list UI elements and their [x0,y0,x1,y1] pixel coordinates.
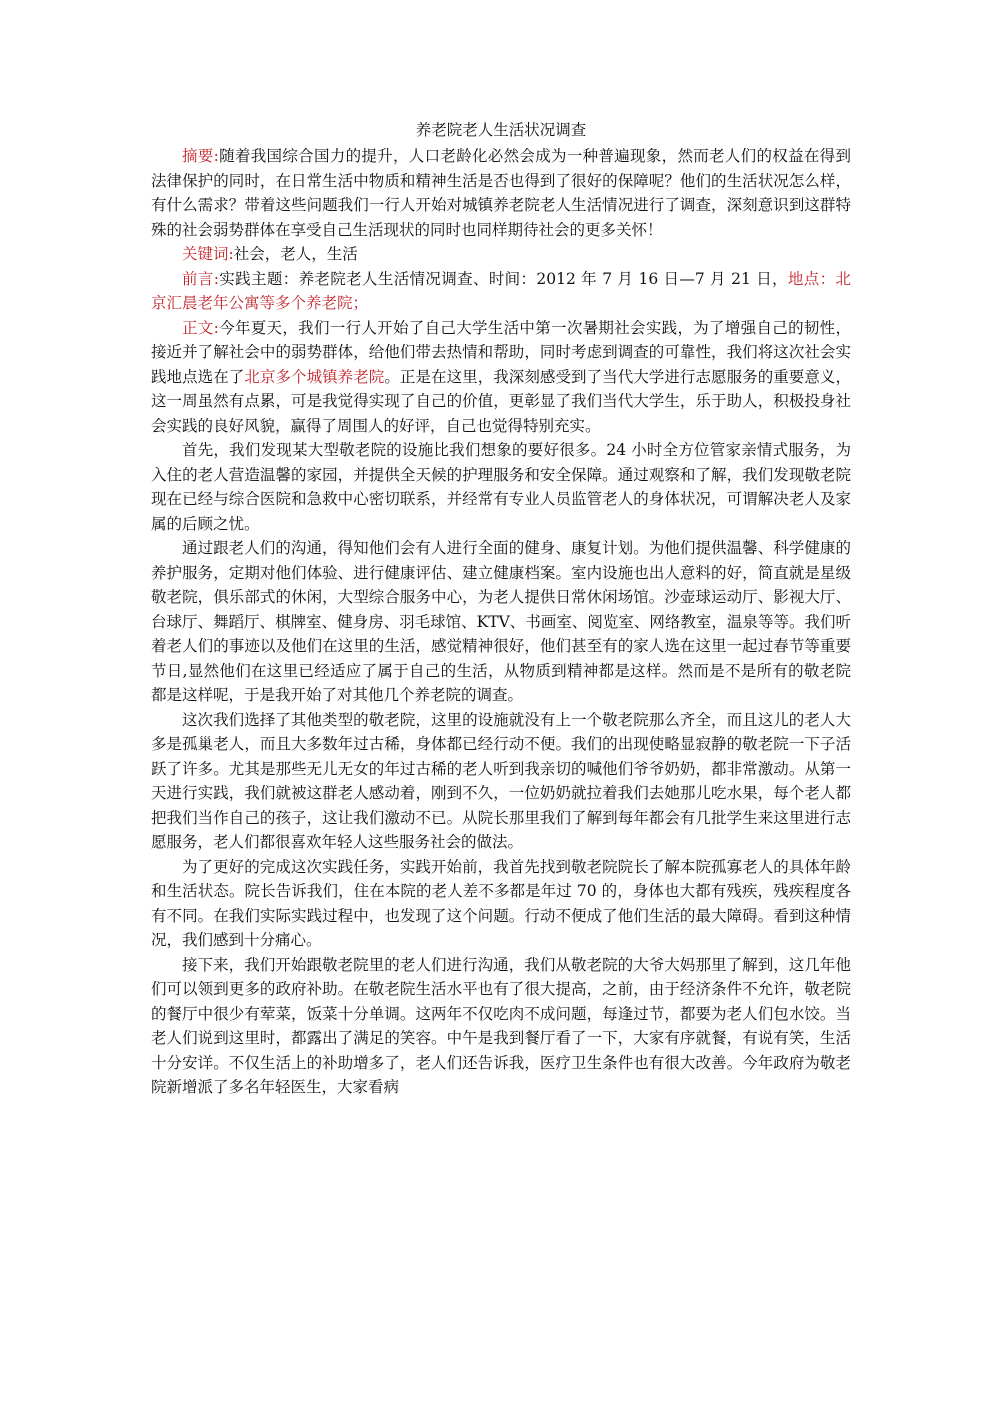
document-title: 养老院老人生活状况调查 [415,121,587,139]
abstract-text: 随着我国综合国力的提升，人口老龄化必然会成为一种普遍现象，然而老人们的权益在得到法律保护的同时，在日常生活中物质和精神生活是否也得到了很好的保障呢？他们的生活状况怎么样，有什么需求？带着这些问题我们一行人开始对城镇养老院老人生活情况进行了调查，深刻意识到这群特殊的社会弱势群体在享受自己生活现状的同时也同样期待社会的更多关怀！ [151,147,851,239]
abstract-label: 摘要: [182,147,219,165]
body-text-2: 。正是在这里，我深刻感受到了当代大学进行志愿服务的重要意义，这一周虽然有点累，可是我觉得实现了自己的价值，更彰显了我们当代大学生，乐于助人，积极投身社会实践的良好风貌，赢得了周围人的好评，自己也觉得特别充实。 [151,367,851,435]
body-paragraph: 接下来，我们开始跟敬老院里的老人们进行沟通，我们从敬老院的大爷大妈那里了解到，这几年他们可以领到更多的政府补助。在敬老院生活水平也有了很大提高，之前，由于经济条件不允许，敬老院的餐厅中很少有荤菜，饭菜十分单调。这两年不仅吃肉不成问题，每逢过节，都要为老人们包水饺。当老人们说到这里时，都露出了满足的笑容。中午是我到餐厅看了一下，大家有序就餐，有说有笑，生活十分安详。不仅生活上的补助增多了，老人们还告诉我，医疗卫生条件也有很大改善。今年政府为敬老院新增派了多名年轻医生，大家看病 [151,955,851,1096]
keywords-paragraph [151,242,851,267]
body-paragraph: 首先，我们发现某大型敬老院的设施比我们想象的要好很多。24 小时全方位管家亲情式服务，为入住的老人营造温馨的家园，并提供全天候的护理服务和安全保障。通过观察和了解，我们发现敬老院现在已经与综合医院和急救中心密切联系，并经常有专业人员监管老人的身体状况，可谓解决老人及家属的后顾之忧。 [151,441,851,533]
body-intro-paragraph [151,316,851,439]
body-text-1: 今年夏天，我们一行人开始了自己大学生活中第一次暑期社会实践，为了增强自己的韧性，接近并了解社会中的弱势群体，给他们带去热情和帮助，同时考虑到调查的可靠性，我们将这次社会实践地点选在了 [151,318,851,386]
document-page [151,118,851,1100]
preface-paragraph [151,267,851,316]
body-paragraph: 这次我们选择了其他类型的敬老院，这里的设施就没有上一个敬老院那么齐全，而且这儿的老人大多是孤巢老人，而且大多数年过古稀，身体都已经行动不便。我们的出现使略显寂静的敬老院一下子活跃了许多。尤其是那些无儿无女的年过古稀的老人听到我亲切的喊他们爷爷奶奶，都非常激动。从第一天进行实践，我们就被这群老人感动着，刚到不久，一位奶奶就拉着我们去她那儿吃水果，每个老人都把我们当作自己的孩子，这让我们激动不已。从院长那里我们了解到每年都会有几批学生来这里进行志愿服务，老人们都很喜欢年轻人这些服务社会的做法。 [151,710,851,851]
preface-label: 前言: [182,269,219,288]
body-paragraph: 通过跟老人们的沟通，得知他们会有人进行全面的健身、康复计划。为他们提供温馨、科学健康的养护服务，定期对他们体验、进行健康评估、建立健康档案。室内设施也出人意料的好，简直就是星级敬老院，俱乐部式的休闲，大型综合服务中心，为老人提供日常休闲场馆。沙壶球运动厅、影视大厅、台球厅、舞蹈厅、棋牌室、健身房、羽毛球馆、KTV、书画室、阅览室、网络教室，温泉等等。我们听着老人们的事迹以及他们在这里的生活，感觉精神很好，他们甚至有的家人选在这里一起过春节等重要节日,显然他们在这里已经适应了属于自己的生活，从物质到精神都是这样。然而是不是所有的敬老院都是这样呢，于是我开始了对其他几个养老院的调查。 [151,539,851,704]
body-paragraph: 为了更好的完成这次实践任务，实践开始前，我首先找到敬老院院长了解本院孤寡老人的具体年龄和生活状态。院长告诉我们，住在本院的老人差不多都是年过 70 的，身体也大都有残疾，残疾程度各有不同。在我们实际实践过程中，也发现了这个问题。行动不便成了他们生活的最大障碍。看到这种情况，我们感到十分痛心。 [151,857,851,949]
abstract-paragraph [151,144,851,242]
preface-location: 地点：北京汇晨老年公寓等多个养老院； [151,269,851,312]
keywords-label: 关键词: [182,245,234,263]
preface-text: 实践主题：养老院老人生活情况调查、时间：2012 年 7 月 16 日—7 月 21 日， [218,269,788,288]
keywords-text: 社会，老人，生活 [233,245,358,263]
body-location: 北京多个城镇养老院 [244,367,385,386]
body-label: 正文: [182,318,219,337]
